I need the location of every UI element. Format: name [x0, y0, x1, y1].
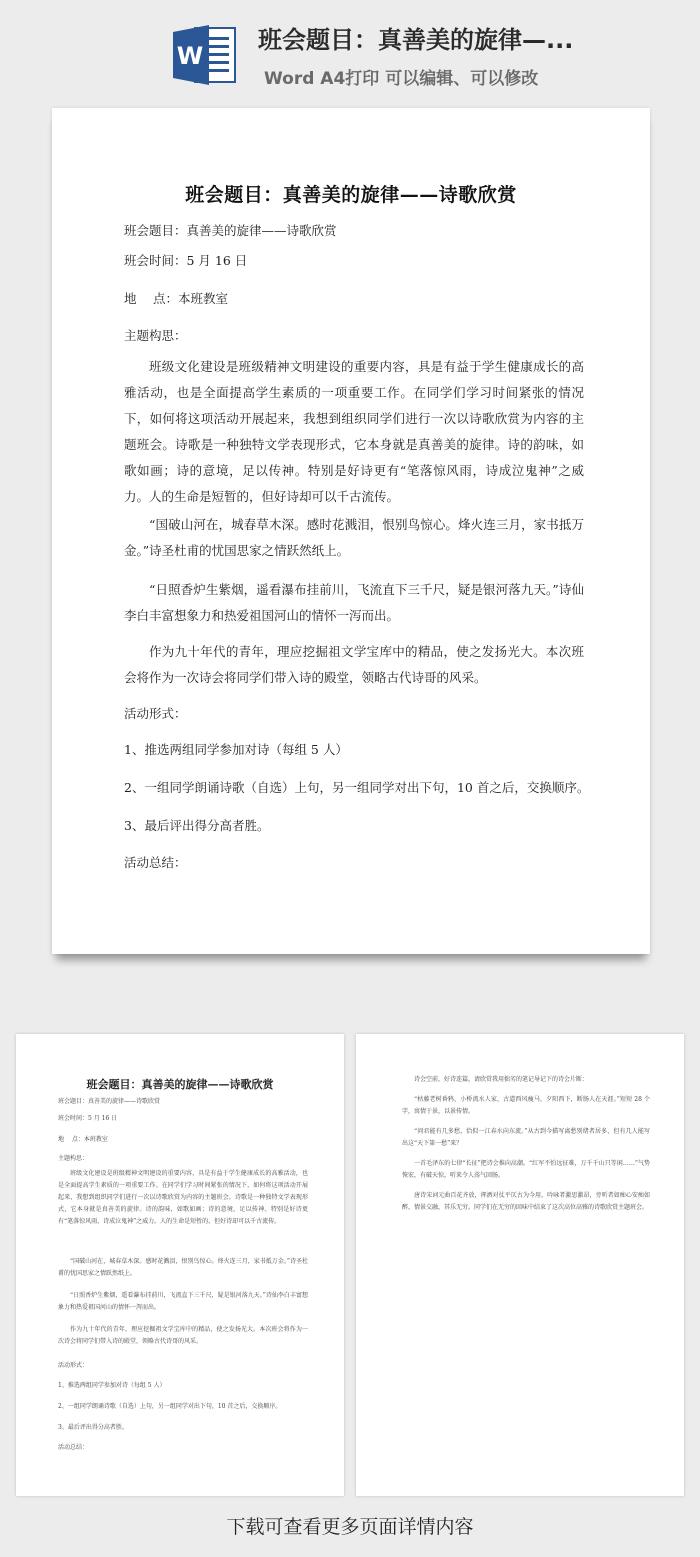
form-item-2: 2、一组同学朗诵诗歌（自选）上句，另一组同学对出下句，10 首之后，交换顺序。 [124, 780, 590, 795]
header-banner [0, 0, 700, 100]
thumb1-place: 地 点：本班教室 [58, 1136, 108, 1143]
document-title: 班会题目：真善美的旋律——诗歌欣赏 [185, 184, 517, 206]
form-item-3: 3、最后评出得分高者胜。 [124, 818, 270, 833]
thumb1-topic: 班会题目：真善美的旋律——诗歌欣赏 [58, 1098, 161, 1105]
form-item-1: 1、推选两组同学参加对诗（每组 5 人） [124, 742, 348, 757]
concept-paragraph-4: 作为九十年代的青年，理应挖掘祖文学宝库中的精品，使之发扬光大。本次班会将作为一次诗会将同学们带入诗的殿堂，领略古代诗哥的风采。 [124, 644, 584, 685]
thumb2-paragraph-3: “问君能有几多愁，恰似一江春水向东流。”从古到今描写离愁别绪者居多，但有几人能写出这“天下第一愁”来？ [402, 1128, 650, 1147]
header-title: 班会题目：真善美的旋律—... [258, 26, 574, 54]
meeting-time: 班会时间：5 月 16 日 [124, 253, 248, 268]
word-document-icon [173, 22, 241, 88]
main-document-page [52, 108, 650, 954]
thumb2-paragraph-5: 唐诗宋词元曲百花齐放，挥洒对仗平仄古为今用，吟咏者激思激昂，旁听者如痴心安痴如醉，情景交融，其乐无穷。同学们在无穷的回味中结束了这次高位高雅的诗歌欣赏主题班会。 [402, 1192, 650, 1211]
thumb1-form-item-1: 1、推选两组同学参加对诗（每组 5 人） [58, 1382, 166, 1389]
concept-paragraph-3: “日照香炉生紫烟，遥看瀑布挂前川，飞流直下三千尺，疑是银河落九天。”诗仙李白丰富想象力和热爱祖国河山的情怀一泻而出。 [124, 582, 584, 623]
meeting-topic: 班会题目：真善美的旋律——诗歌欣赏 [124, 223, 337, 238]
thumb1-paragraph-4: 作为九十年代的青年，理应挖掘祖文学宝库中的精品，使之发扬光大。本次班会将作为一次诗会将同学们带入诗的殿堂，领略古代诗哥的风采。 [58, 1326, 308, 1345]
concept-heading: 主题构思： [124, 328, 187, 343]
thumb1-paragraph-2: “国破山河在，城春草木深。感时花溅泪，恨别鸟惊心。烽火连三月，家书抵万金。”诗圣杜甫的忧国思家之情跃然纸上。 [58, 1258, 308, 1277]
thumb2-paragraph-4: 一首毛泽东的七律“长征”把诗会推向高潮。“红军不怕远征难，万千千山只等闲……”气势恢宏，有破天惊，听来令人荡气回肠。 [402, 1160, 650, 1179]
thumb1-paragraph-1: 班级文化建设是班级精神文明建设的重要内容，具是有益于学生健康成长的高雅活动，也是全面提高学生素质的一项重要工作。在同学们学习时间紧张的情况下，如何将这项活动开展起来，我想到组织同学们进行一次以诗歌欣赏为内容的主题班会。诗歌是一种独特文学表现形式，它本身就是真善美的旋律。诗的韵味，如歌如画；诗的意境，足以传神。特别是好诗更有“笔落惊风雨，诗成泣鬼神”之威力。人的生命是短暂的，但好诗却可以千古流传。 [58, 1170, 308, 1225]
thumb1-form-item-3: 3、最后评出得分高者胜。 [58, 1424, 128, 1431]
thumb1-time: 班会时间：5 月 16 日 [58, 1115, 118, 1122]
meeting-place: 地 点：本班教室 [124, 291, 228, 306]
thumbnail-page-2[interactable] [356, 1034, 684, 1496]
thumb1-title: 班会题目：真善美的旋律——诗歌欣赏 [86, 1078, 274, 1091]
summary-heading: 活动总结： [124, 855, 187, 870]
thumb1-summary-heading: 活动总结： [58, 1444, 89, 1451]
word-icon-letter: W [176, 42, 204, 70]
form-heading: 活动形式： [124, 706, 187, 721]
thumb2-paragraph-1: 诗会空前，好诗连篇，请欣赏我用拙劣的笔记导记下的诗会片断： [414, 1076, 589, 1083]
thumb1-concept-heading: 主题构思： [58, 1155, 89, 1162]
thumb1-paragraph-3: “日照香炉生紫烟，遥看瀑布挂前川，飞流直下三千尺，疑是银河落九天。”诗仙李白丰富想象力和热爱祖国河山的情怀一泻而出。 [58, 1292, 308, 1311]
concept-paragraph-1: 班级文化建设是班级精神文明建设的重要内容，具是有益于学生健康成长的高雅活动，也是全面提高学生素质的一项重要工作。在同学们学习时间紧张的情况下，如何将这项活动开展起来，我想到组织同学们进行一次以诗歌欣赏为内容的主题班会。诗歌是一种独特文学表现形式，它本身就是真善美的旋律。诗的韵味，如歌如画；诗的意境，足以传神。特别是好诗更有“笔落惊风雨，诗成泣鬼神”之威力。人的生命是短暂的，但好诗却可以千古流传。 [124, 359, 584, 504]
thumb2-paragraph-2: “枯藤老树昏鸦，小桥流水人家，古道西风瘦马，夕阳西下，断肠人在天涯。”短短 28 个字，寓情于景，以景传情。 [402, 1096, 650, 1115]
thumb1-form-heading: 活动形式： [58, 1362, 89, 1369]
download-more-link[interactable]: 下载可查看更多页面详情内容 [226, 1516, 474, 1538]
thumb1-form-item-2: 2、一组同学朗诵诗歌（自选）上句，另一组同学对出下句，10 首之后，交换顺序。 [58, 1403, 282, 1410]
header-subtitle: Word A4打印 可以编辑、可以修改 [264, 69, 539, 89]
thumbnail-page-1[interactable] [16, 1034, 344, 1496]
concept-paragraph-2: “国破山河在，城春草木深。感时花溅泪，恨别鸟惊心。烽火连三月，家书抵万金。”诗圣杜甫的忧国思家之情跃然纸上。 [124, 517, 584, 558]
